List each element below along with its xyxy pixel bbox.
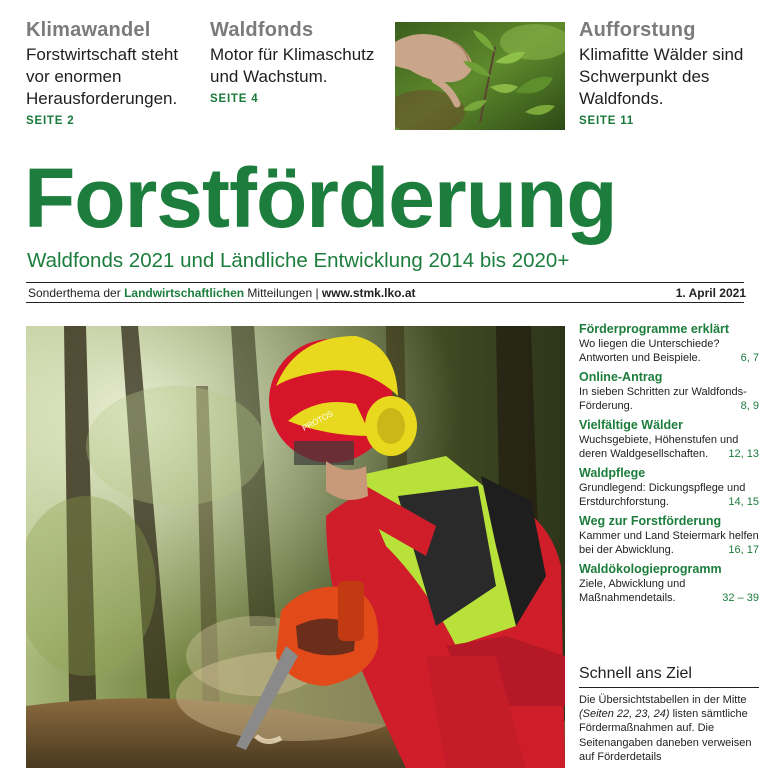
teaser-klimawandel[interactable] [26, 18, 196, 127]
teaser-title: Waldfonds [210, 19, 314, 41]
toc-item-pages: 6, 7 [740, 352, 759, 364]
toc-item-desc: Ziele, Abwicklung und Maßnahmendetails. [579, 578, 686, 604]
teaser-waldfonds[interactable] [210, 18, 380, 105]
toc-item-title: Waldökologieprogramm [579, 562, 722, 576]
seedling-thumbnail [395, 22, 565, 130]
teaser-page-ref: SEITE 2 [26, 115, 75, 127]
issue-info-bar [28, 285, 746, 301]
toc-item[interactable] [579, 513, 759, 557]
teaser-title: Aufforstung [579, 19, 696, 41]
toc-item-pages: 12, 13 [728, 448, 759, 460]
table-of-contents [579, 321, 759, 609]
masthead-subtitle: Waldfonds 2021 und Ländliche Entwicklung 2014 bis 2020+ [27, 249, 570, 272]
toc-item-desc: In sieben Schritten zur Waldfonds-Förderung. [579, 386, 747, 412]
teaser-title: Klimawandel [26, 19, 151, 41]
toc-item-desc: Grundlegend: Dickungspflege und Erstdurchforstung. [579, 482, 746, 508]
toc-item-desc: Kammer und Land Steiermark helfen bei der Abwicklung. [579, 530, 759, 556]
teaser-page-ref: SEITE 11 [579, 115, 634, 127]
masthead-title: Forstförderung [24, 151, 617, 245]
toc-item[interactable] [579, 369, 759, 413]
divider [26, 282, 744, 283]
quick-guide-box [579, 664, 759, 764]
toc-item-desc: Wo liegen die Unterschiede? Antworten und Beispiele. [579, 338, 720, 364]
teaser-aufforstung[interactable] [579, 18, 759, 127]
teaser-text: Klimafitte Wälder sind Schwerpunkt des Waldfonds. [579, 45, 744, 108]
toc-item-desc: Wuchsgebiete, Höhenstufen und deren Waldgesellschaften. [579, 434, 739, 460]
info-prefix: Sonderthema der [28, 286, 125, 300]
divider [26, 302, 744, 303]
toc-item[interactable] [579, 465, 759, 509]
box-text [579, 693, 759, 764]
toc-item[interactable] [579, 417, 759, 461]
box-title: Schnell ans Ziel [579, 665, 692, 682]
toc-item-title: Vielfältige Wälder [579, 418, 683, 432]
toc-item-title: Förderprogramme erklärt [579, 322, 730, 336]
box-text-a: Die Übersichtstabellen in der Mitte [579, 694, 747, 706]
publication-name: Landwirtschaftlichen [124, 286, 245, 300]
teaser-text: Forstwirtschaft steht vor enormen Herausforderungen. [26, 45, 179, 108]
issue-date: 1. April 2021 [675, 286, 746, 300]
toc-item[interactable] [579, 321, 759, 365]
toc-item[interactable] [579, 561, 759, 605]
toc-item-pages: 8, 9 [740, 400, 759, 412]
teaser-text: Motor für Klimaschutz und Wachstum. [210, 45, 375, 86]
forester-chainsaw-photo [26, 326, 565, 768]
box-page-ref: (Seiten 22, 23, 24) [579, 708, 670, 721]
teaser-page-ref: SEITE 4 [210, 93, 259, 105]
toc-item-title: Waldpflege [579, 466, 646, 480]
info-suffix: Mitteilungen | [244, 286, 322, 300]
toc-item-title: Online-Antrag [579, 370, 663, 384]
box-text-b: listen sämtliche Fördermaßnahmen auf. Die Seitenangaben daneben verweisen auf Förderdetails [579, 708, 752, 763]
divider [579, 687, 759, 688]
toc-item-pages: 32 – 39 [722, 592, 759, 604]
toc-item-pages: 16, 17 [728, 544, 759, 556]
toc-item-pages: 14, 15 [728, 496, 759, 508]
toc-item-title: Weg zur Forstförderung [579, 514, 722, 528]
helmet-brand: PROTOS [300, 409, 335, 433]
website-link[interactable]: www.stmk.lko.at [321, 286, 416, 300]
